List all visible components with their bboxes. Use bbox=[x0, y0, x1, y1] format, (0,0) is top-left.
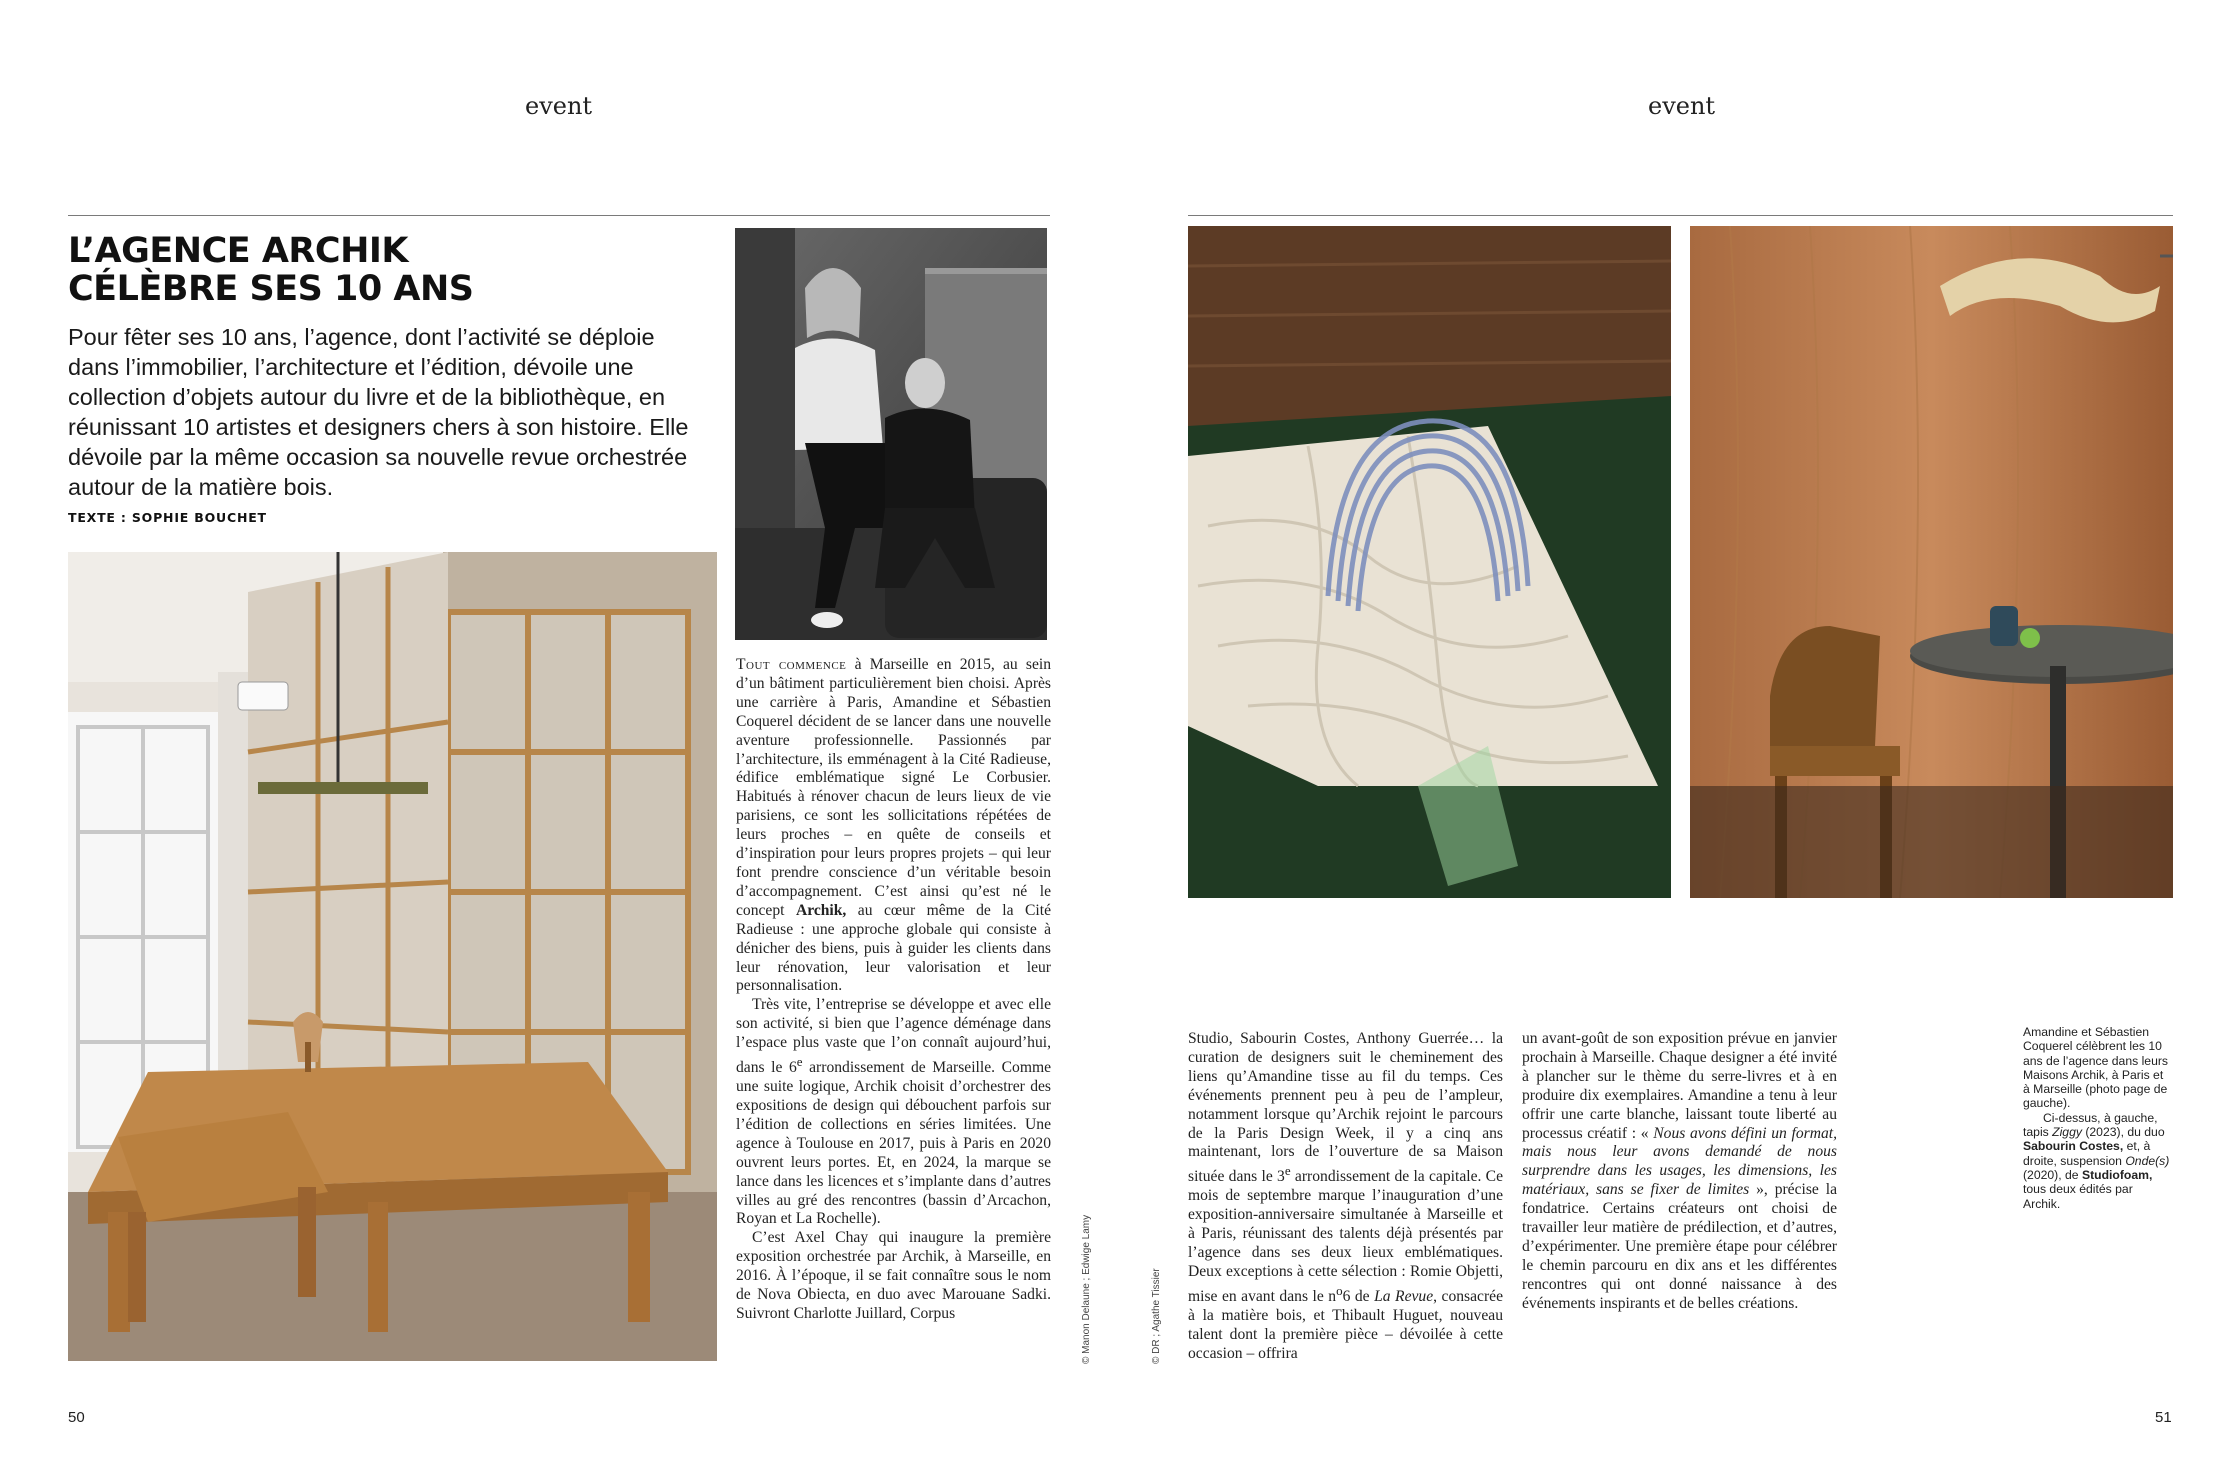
drop-lead: Tout commence bbox=[736, 656, 847, 673]
col2-text-b: », précise la fondatrice. Certains créateurs ont choisi de travailler leur matière de prédilection, et d’autres, d’expérimenter. Une première étape pour célébrer le chemin parcouru en dix ans et les différentes rencontres qui ont donné naissance à des événements inspirants et de belles créations. bbox=[1522, 1181, 1837, 1312]
caption-paragraph-1: Amandine et Sébastien Coquerel célèbrent les 10 ans de l’agence dans leurs Maisons Archik, à Paris et à Marseille (photo page de gauche). bbox=[2023, 1025, 2168, 1111]
col1-text-c: 6 de bbox=[1342, 1288, 1375, 1306]
body-paragraph-1-text-a: à Marseille en 2015, au sein d’un bâtiment particulièrement bien choisi. Après une carrière à Paris, Amandine et Sébastien Coquerel décident de se lancer dans une nouvelle aventure professionnelle. Passionnés par l’architecture, ils emménagent à la Cité Radieuse, édifice emblématique signé Le Corbusier. Habitués à rénover chacun de leurs lieux de vie parisiens, ce sont les sollicitations répétées de leurs proches – en quête de conseils et d’inspiration pour leurs propres projets – qui leur font prendre conscience d’un véritable besoin d’accompagnement. C’est ainsi qu’est né le concept bbox=[736, 656, 1051, 919]
portrait-photo-graphic bbox=[735, 228, 1047, 640]
onde-pendant-photo bbox=[1690, 226, 2173, 898]
photo-credit-left: © Manon Delaune ; Edwige Lamy bbox=[1081, 1214, 1092, 1364]
caption-ondes: Onde(s) bbox=[2125, 1153, 2170, 1168]
body-text-right-column-2 bbox=[1522, 1030, 1837, 1314]
photo-credit-right: © DR ; Agathe Tissier bbox=[1151, 1268, 1162, 1364]
col1-text-d: , consacrée à la matière bois, et Thibault Huguet, nouveau talent dont la première pièce – dévoilée à cette occasion – offrira bbox=[1188, 1288, 1503, 1362]
body-paragraph-2-text-b: arrondissement de Marseille. Comme une suite logique, Archik choisit d’orchestrer des expositions de design qui débouchent parfois sur l’édition de collections en séries limitées. Une agence à Toulouse en 2017, puis à Paris en 2020 ouvrent leurs portes. Et, en 2024, la marque se lance dans les licences et s’implante dans d’autres villes au gré des rencontres (bassin d’Arcachon, Royan et La Rochelle). bbox=[736, 1059, 1051, 1228]
byline: TEXTE : SOPHIE BOUCHET bbox=[68, 510, 267, 525]
body-text-left-column bbox=[736, 656, 1051, 1324]
brand-name-archik: Archik, bbox=[795, 901, 847, 919]
ordinal-sup: e bbox=[796, 1054, 803, 1070]
caption-text-e: tous deux édités par Archik. bbox=[2023, 1182, 2133, 1211]
portrait-photo bbox=[735, 228, 1047, 640]
col1-ordinal-sup: e bbox=[1284, 1163, 1291, 1179]
photo-caption bbox=[2023, 1025, 2170, 1211]
col1-number-sup: o bbox=[1336, 1282, 1343, 1298]
body-paragraph-1 bbox=[736, 656, 1051, 996]
top-rule-right bbox=[1188, 215, 2173, 216]
title-line-1: L’AGENCE ARCHIK bbox=[68, 231, 409, 271]
caption-paragraph-2 bbox=[2023, 1111, 2170, 1211]
caption-studiofoam: Studiofoam, bbox=[2081, 1167, 2153, 1182]
onde-pendant-graphic bbox=[1690, 226, 2173, 898]
ziggy-rug-graphic bbox=[1188, 226, 1671, 898]
agency-interior-graphic bbox=[68, 552, 717, 1361]
section-label-right: event bbox=[1648, 92, 1716, 120]
body-paragraph-2-text-a: Très vite, l’entreprise se développe et avec elle son activité, si bien que l’agence déménage dans l’espace plus vaste que l’on connaît aujourd’hui, dans le 6 bbox=[736, 996, 1051, 1077]
section-label-left: event bbox=[525, 92, 593, 120]
caption-text-a: Ci-dessus, à gauche, tapis bbox=[2023, 1110, 2158, 1140]
page-number-left: 50 bbox=[68, 1409, 85, 1426]
article-lede: Pour fêter ses 10 ans, l’agence, dont l’activité se déploie dans l’immobilier, l’architecture et l’édition, dévoile une collection d’objets autour du livre et de la bibliothèque, en réunissant 10 artistes et designers chers à son histoire. Elle dévoile par la même occasion sa nouvelle revue orchestrée autour de la matière bois. bbox=[68, 324, 689, 500]
article-title bbox=[68, 232, 708, 308]
body-right-col2-paragraph bbox=[1522, 1030, 1837, 1314]
body-paragraph-2 bbox=[736, 996, 1051, 1229]
col2-quote: Nous avons défini un format, mais nous leur avons demandé de nous surprendre dans les usages, les dimensions, les matériaux, sans se fixer de limites bbox=[1522, 1124, 1837, 1199]
top-rule-left bbox=[68, 215, 1050, 216]
ziggy-rug-photo bbox=[1188, 226, 1671, 898]
body-paragraph-1-text-b: au cœur même de la Cité Radieuse : une approche globale qui consiste à dénicher des biens, puis à guider les clients dans leur rénovation, leur valorisation et leur personnalisation. bbox=[736, 901, 1051, 995]
col1-text-a: Studio, Sabourin Costes, Anthony Guerrée… la curation de designers suit le cheminement des liens qu’Amandine tisse au fil du temps. Ces événements prennent peu à peu de l’ampleur, notamment lorsque qu’Archik rejoint le parcours de la Paris Design Week, il y a cinq ans maintenant, lors de l’ouverture de sa Maison située dans le 3 bbox=[1188, 1030, 1503, 1186]
col1-text-b: arrondissement de la capitale. Ce mois de septembre marque l’inauguration d’une exposition-anniversaire simultanée à Marseille et à Paris, réunissant des talents déjà présentés par l’agence dans ses deux lieux emblématiques. Deux exceptions à cette sélection : Romie Objetti, mise en avant dans le n bbox=[1188, 1168, 1503, 1306]
body-paragraph-3: C’est Axel Chay qui inaugure la première exposition orchestrée par Archik, à Marseille, en 2016. À l’époque, il se fait connaître sous le nom de Nova Obiecta, en duo avec Marouane Sadki. Suivront Charlotte Juillard, Corpus bbox=[736, 1229, 1051, 1322]
body-text-right-column-1 bbox=[1188, 1030, 1503, 1364]
title-line-2: CÉLÈBRE SES 10 ANS bbox=[68, 269, 474, 309]
caption-text-c: et, à droite, suspension bbox=[2023, 1139, 2151, 1168]
page-number-right: 51 bbox=[2155, 1409, 2172, 1426]
agency-interior-photo bbox=[68, 552, 717, 1361]
caption-text-d: (2020), de bbox=[2023, 1167, 2082, 1182]
col2-text-a: un avant-goût de son exposition prévue en janvier prochain à Marseille. Chaque designer a été invité à plancher sur le thème du serre-livres et à en produire dix exemplaires. Amandine a tenu à leur offrir une carte blanche, laissant toute liberté au processus créatif : « bbox=[1522, 1030, 1837, 1142]
caption-ziggy: Ziggy bbox=[2052, 1125, 2082, 1140]
la-revue-title: La Revue bbox=[1374, 1288, 1434, 1306]
caption-sabourin-costes: Sabourin Costes, bbox=[2023, 1139, 2124, 1154]
caption-text-b: (2023), du duo bbox=[2081, 1125, 2165, 1140]
body-right-col1-paragraph bbox=[1188, 1030, 1503, 1364]
